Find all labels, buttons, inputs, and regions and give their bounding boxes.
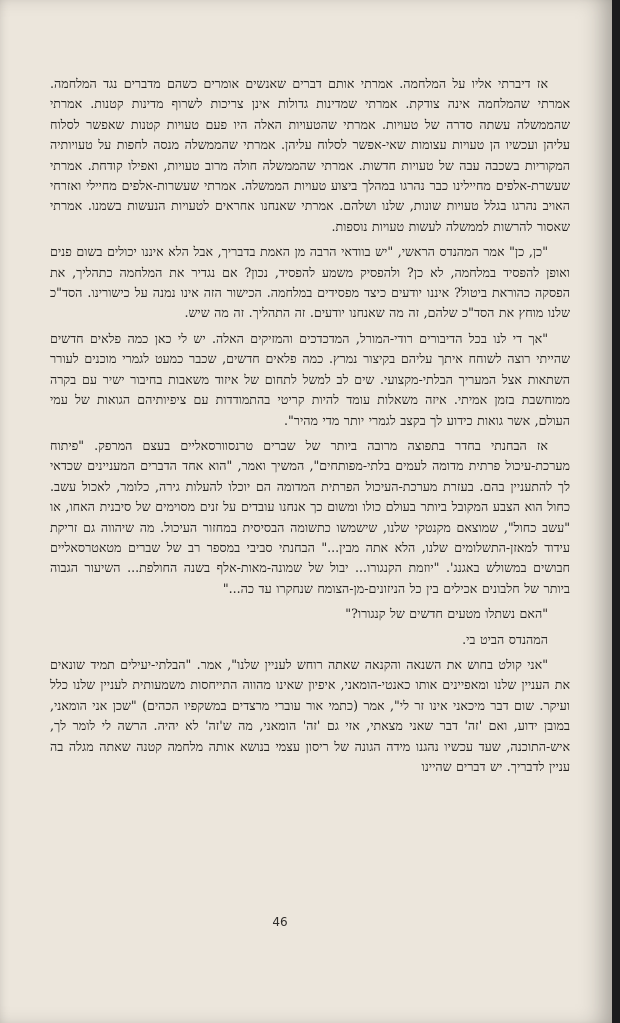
paragraph-engineer-looked: המהנדס הביט בי. xyxy=(462,631,548,647)
paragraph-kangaroo-question: "האם נשתלו מטעים חדשים של קנגורו?" xyxy=(345,606,548,622)
body-text xyxy=(50,74,570,777)
paragraph-digestive-system: אז הבחנתי בחדר בתפוצה מרובה ביותר של שברים טרנסוורסאליים בעצם המרפק. "פיתוח מערכת-עיכול פרתית מדומה לעמים בלתי-מפותחים", המשיך ואמר, "הוא אחד הדברים המעניינים שכדאי לך להתעניין בהם. בעזרת מערכת-העיכול הפרתית המדומה הם יוכלו להעלות גירה, כלומר, לאכול עשב. כחול הוא הצבע המקובל ביותר בעולם כולו ומשום כך אנחנו עובדים על זנים מסוימים של סיבנית האחו, או "עשב כחול", שמוצאם מקנטקי שלנו, שישמשו כתשומה הבסיסית במחזור העיכול. מה שיהווה גם זריקת עידוד למאזן-התשלומים שלנו, הלא אתה מבין..." הבחנתי סביבי במספר רב של שברים מטאטרסאליים חבושים במשולש באגנג'. "יוזמת הקנגורו... יבול של שמונה-מאות-אלף בשנה החולפת... השיעור הגבוה ביותר של חלבונים אכילים בין כל הניזונים-מן-הצומח שנחקרו עד כה..." xyxy=(50,437,570,596)
paragraph-hatred-and-envy: "אני קולט בחוש את השנאה והקנאה שאתה רוחש לעניין שלנו", אמר. "הבלתי-יעילים תמיד שונאים את העניין שלנו ומאפיינים אותו כאנטי-הומאני, איפיון שאינו מהווה התייחסות משמעותית לעניין שלנו כלל ועיקר. שום דבר מיכאני אינו זר לי", אמר (כתמי אור עוברי מרצדים במשקפיו הכהים) "שכן אני הומאני, במובן ידוע, ואם 'זה' דבר שאני מצאתי, אזי גם 'זה' הומאני, מה ש'זה' לא יהיה. הרשה לי לומר לך, איש-התוכנה, שעד עכשיו נהגנו מידה הגונה של ריסון עצמי בנושא אותה מלחמה קטנה שאתה מגלה בה עניין לדבריך. יש דברים שהיינו xyxy=(50,656,570,774)
paragraph-war-speech: אז דיברתי אליו על המלחמה. אמרתי אותם דברים שאנשים אומרים כשהם מדברים נגד המלחמה. אמרתי שהמלחמה אינה צודקת. אמרתי שמדינות גדולות אינן צריכות לשרוף מדינות קטנות. אמרתי שהממשלה עשתה סדרה של טעויות. אמרתי שהטעויות האלה היו פעם טעויות קטנות שאפשר לסלוח עליהן ועכשיו הן טעויות עצומות שאי-אפשר לסלוח עליהן. אמרתי שהממשלה מנסה לחפות על טעויותיה המקוריות בשכבה עבה של טעויות חדשות. אמרתי שהממשלה חולה מרוב טעויות, ואפילו קודחת. אמרתי שעשרת-אלפים מחיילינו כבר נהרגו במהלך ביצוע טעויות הממשלה. אמרתי שעשרות-אלפים מחיילי ואזרחי האויב נהרגו בגלל טעויות שונות, שלנו ושלהם. אמרתי שאנחנו אחראים לטעויות הנעשות בשמנו. אמרתי שאסור להרשות לממשלה לעשות טעויות נוספות. xyxy=(50,76,570,234)
paragraph-chief-engineer-reply: "כן, כן" אמר המהנדס הראשי, "יש בוודאי הרבה מן האמת בדבריך, אבל הלא איננו יכולים בשום פנים ואופן להפסיד במלחמה, לא כן? ולהפסיק משמע להפסיד, נכון? אם נגדיר את המלחמה כתהליך, את הפסקה כהוראת ביטול? איננו יודעים כיצד מפסידים במלחמה. הכישור הזה אינו נמנה על כישורינו. הסד"כ שלנו מוחץ את הסד"כ שלהם, זה מה שאנחנו יודעים. זה התהליך. זה מה שיש. xyxy=(50,244,570,321)
paragraph-new-wonders: "אך די לנו בכל הדיבורים רודי-המורל, המדכדכים והמזיקים האלה. יש לי כאן כמה פלאים חדשים שהייתי רוצה לשוחח איתך עליהם בקיצור נמרץ. כמה פלאים חדשים, שכבר כמעט לגמרי מוכנים לעורר השתאות אצל המעריך הבלתי-מקצועי. שים לב למשל לתחום של איזוד משאבות בחיבור ישיר עם בקרה ממוחשבת בזמן אמיתי. איזה משאלות עומד להיות קריטי בהתמודדות עם ציפיותיהם הגואות של עמי העולם, אשר גואות כידוע לך בקצב לגמרי יותר מדי מהיר". xyxy=(50,330,570,428)
page-number: 46 xyxy=(272,915,288,929)
